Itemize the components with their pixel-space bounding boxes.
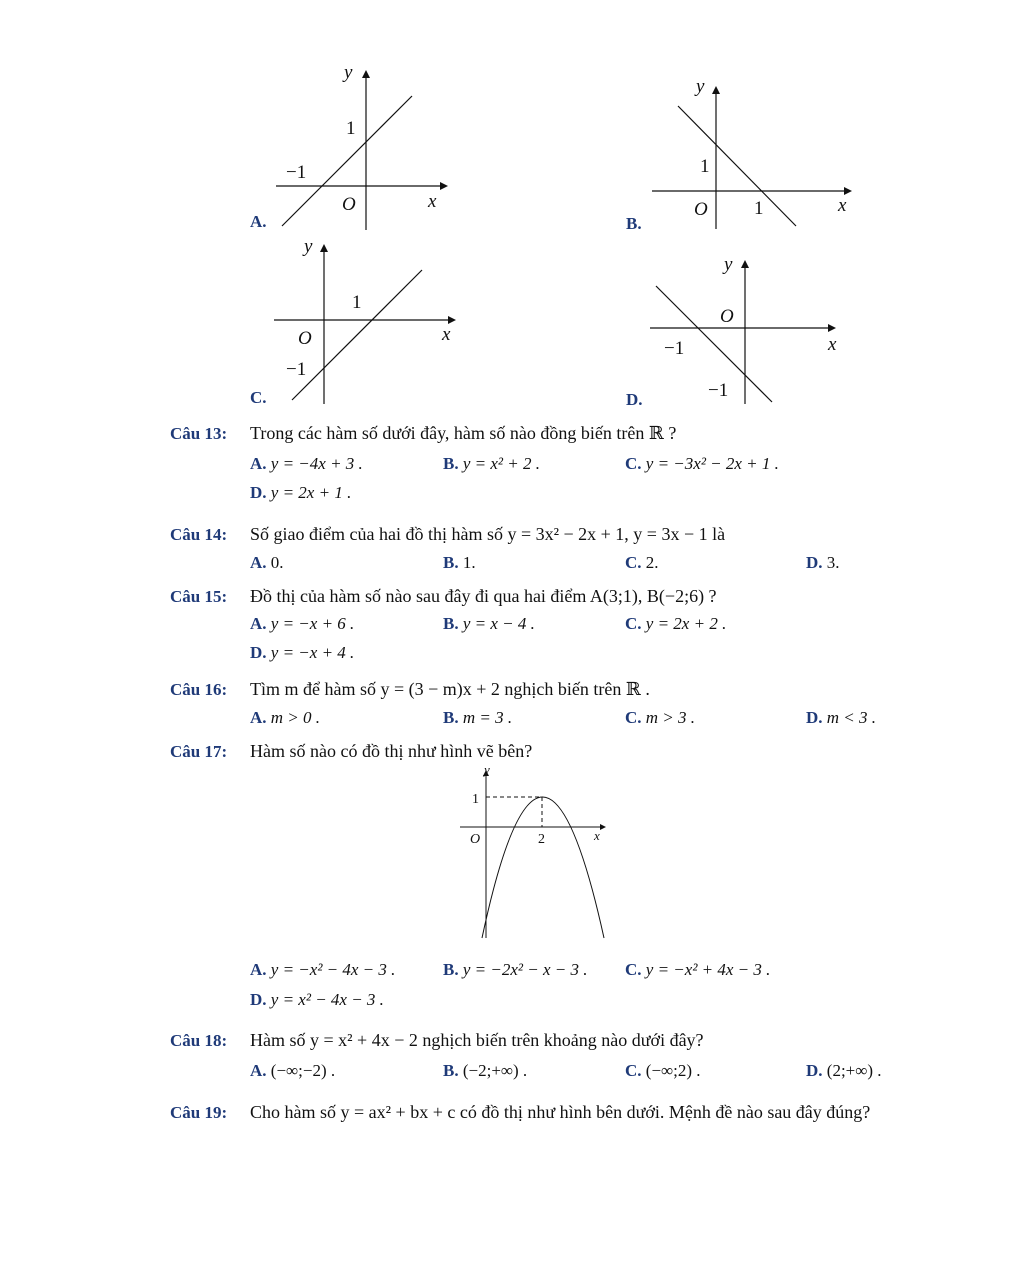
q17-option-d[interactable]: D. y = x² − 4x − 3 .: [250, 990, 384, 1009]
q16-option-b[interactable]: B. m = 3 .: [443, 708, 513, 727]
graph-b-x-label: x: [838, 195, 847, 216]
q17-parabola-graph: [456, 760, 616, 942]
q13-option-c[interactable]: C. y = −3x² − 2x + 1 .: [625, 454, 779, 473]
graph-b-label: B.: [626, 214, 642, 233]
graph-c-label: C.: [250, 388, 267, 407]
graph-d-y-label: y: [724, 254, 733, 275]
graph-a-x-label: x: [428, 191, 437, 212]
q15-text: Đồ thị của hàm số nào sau đây đi qua hai điểm A(3;1), B(−2;6) ?: [250, 586, 717, 606]
q16-option-c[interactable]: C. m > 3 .: [625, 708, 696, 727]
q17-option-b[interactable]: B. y = −2x² − x − 3 .: [443, 960, 588, 979]
q13-text: Trong các hàm số dưới đây, hàm số nào đồng biến trên ℝ ?: [250, 423, 677, 443]
q13-option-d[interactable]: D. y = 2x + 1 .: [250, 483, 352, 502]
q14-text: Số giao điểm của hai đồ thị hàm số y = 3x² − 2x + 1, y = 3x − 1 là: [250, 524, 726, 544]
graph-a-tick-neg1: −1: [286, 162, 307, 183]
graph-c-tick-neg1: −1: [286, 359, 307, 380]
graph-d-origin: O: [720, 306, 734, 327]
q18-number: Câu 18:: [170, 1031, 228, 1050]
q15-number: Câu 15:: [170, 587, 228, 606]
q18-text: Hàm số y = x² + 4x − 2 nghịch biến trên khoảng nào dưới đây?: [250, 1030, 704, 1050]
graph-c-x-label: x: [442, 324, 451, 345]
q14-option-c[interactable]: C. 2.: [625, 553, 659, 572]
graph-d-label: D.: [626, 390, 643, 409]
graph-d: [648, 250, 854, 406]
q17-option-a[interactable]: A. y = −x² − 4x − 3 .: [250, 960, 396, 979]
q17-text: Hàm số nào có đồ thị như hình vẽ bên?: [250, 741, 533, 761]
q13-option-b[interactable]: B. y = x² + 2 .: [443, 454, 540, 473]
q15-option-c[interactable]: C. y = 2x + 2 .: [625, 614, 727, 633]
graph-a-label: A.: [250, 212, 267, 231]
graph-d-tick-y-neg1: −1: [708, 380, 729, 401]
graph-c-origin: O: [298, 328, 312, 349]
q18-option-b[interactable]: B. (−2;+∞) .: [443, 1061, 528, 1080]
graph-b-tick-x1: 1: [754, 198, 764, 219]
q17-number: Câu 17:: [170, 742, 228, 761]
q17-graph-x: x: [594, 828, 600, 843]
graph-b: [650, 74, 860, 234]
graph-d-x-label: x: [828, 334, 837, 355]
graph-b-y-label: y: [696, 76, 705, 97]
q17-graph-y: y: [484, 762, 490, 777]
q19-number: Câu 19:: [170, 1103, 228, 1122]
q18-option-d[interactable]: D. (2;+∞) .: [806, 1061, 882, 1080]
q15-option-a[interactable]: A. y = −x + 6 .: [250, 614, 355, 633]
q17-graph-origin: O: [470, 832, 481, 847]
graph-c-y-label: y: [304, 236, 313, 257]
graph-d-tick-x-neg1: −1: [664, 338, 685, 359]
q15-option-d[interactable]: D. y = −x + 4 .: [250, 643, 355, 662]
graph-b-origin: O: [694, 199, 708, 220]
q16-option-a[interactable]: A. m > 0 .: [250, 708, 321, 727]
q17-graph-2: 2: [538, 832, 545, 847]
q14-option-b[interactable]: B. 1.: [443, 553, 476, 572]
graph-a-origin: O: [342, 194, 356, 215]
graph-b-tick-y1: 1: [700, 156, 710, 177]
graph-c-tick-1: 1: [352, 292, 362, 313]
q18-option-a[interactable]: A. (−∞;−2) .: [250, 1061, 336, 1080]
q19-text: Cho hàm số y = ax² + bx + c có đồ thị như hình bên dưới. Mệnh đề nào sau đây đúng?: [250, 1102, 871, 1122]
graph-a-y-label: y: [344, 62, 353, 83]
q14-option-a[interactable]: A. 0.: [250, 553, 284, 572]
q18-option-c[interactable]: C. (−∞;2) .: [625, 1061, 701, 1080]
q16-number: Câu 16:: [170, 680, 228, 699]
q16-text: Tìm m để hàm số y = (3 − m)x + 2 nghịch biến trên ℝ .: [250, 679, 650, 699]
q15-option-b[interactable]: B. y = x − 4 .: [443, 614, 535, 633]
q17-graph-1: 1: [472, 792, 479, 807]
q14-option-d[interactable]: D. 3.: [806, 553, 840, 572]
graph-a-tick-1: 1: [346, 118, 356, 139]
q13-number: Câu 13:: [170, 424, 228, 443]
q17-option-c[interactable]: C. y = −x² + 4x − 3 .: [625, 960, 771, 979]
q14-number: Câu 14:: [170, 525, 228, 544]
graph-c: [270, 234, 470, 406]
graph-a: [268, 60, 448, 235]
q13-option-a[interactable]: A. y = −4x + 3 .: [250, 454, 363, 473]
q16-option-d[interactable]: D. m < 3 .: [806, 708, 877, 727]
